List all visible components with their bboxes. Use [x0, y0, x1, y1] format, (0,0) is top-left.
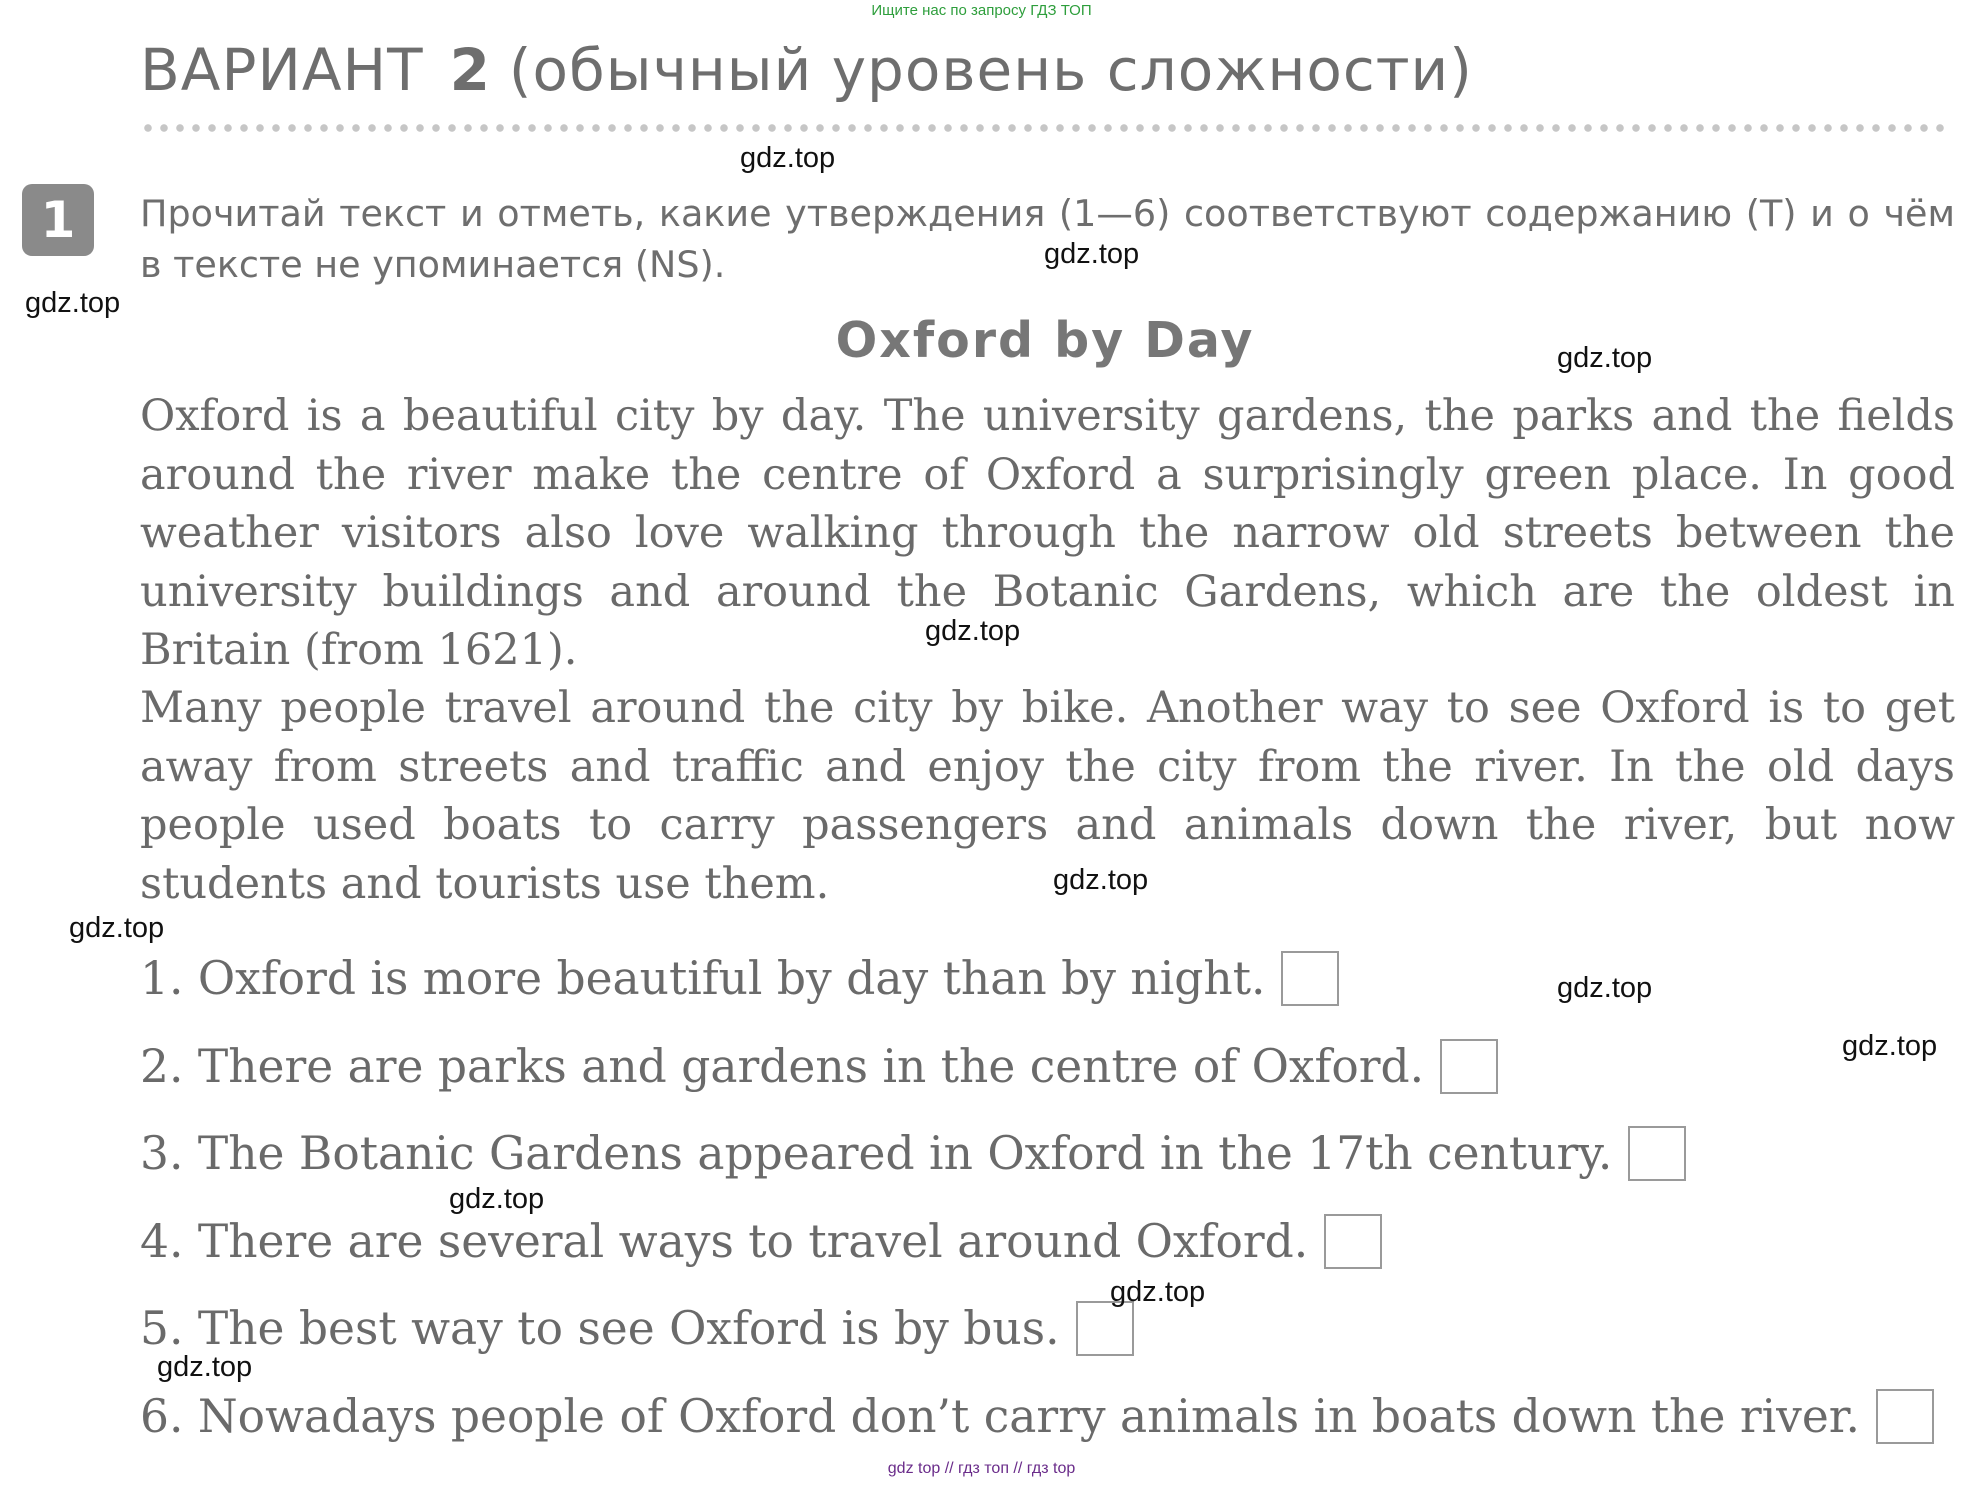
statement-text: 5. The best way to see Oxford is by bus. [140, 1302, 1060, 1355]
statement-text: 6. Nowadays people of Oxford don’t carry animals in boats down the river. [140, 1390, 1861, 1443]
task-instruction: Прочитай текст и отметь, какие утверждения (1—6) соответствуют содержанию (Т) и о чём в тексте не упоминается (NS). [140, 192, 1955, 286]
watermark: gdz.top [69, 912, 165, 944]
statement-item [140, 1389, 1934, 1444]
answer-checkbox[interactable] [1440, 1039, 1498, 1094]
statement-item [140, 1301, 1134, 1356]
answer-checkbox[interactable] [1324, 1214, 1382, 1269]
search-hint-link[interactable]: Ищите нас по запросу ГДЗ ТОП [871, 2, 1092, 19]
watermark: gdz.top [740, 142, 836, 174]
watermark: gdz.top [925, 615, 1021, 647]
statement-text: 4. There are several ways to travel around Oxford. [140, 1215, 1309, 1268]
text-paragraph: Many people travel around the city by bike. Another way to see Oxford is to get away from streets and traffic and enjoy the city from the river. In the old days people used boats to carry passengers and animals down the river, but now students and tourists use them. [140, 683, 1955, 909]
answer-checkbox[interactable] [1281, 951, 1339, 1006]
text-paragraph: Oxford is a beautiful city by day. The university gardens, the parks and the fields around the river make the centre of Oxford a surprisingly green place. In good weather visitors also love walking through the narrow old streets between the university buildings and around the Botanic Gardens, which are the oldest in Britain (from 1621). [140, 391, 1955, 675]
text-title: Oxford by Day [835, 312, 1255, 369]
watermark: gdz.top [1842, 1030, 1938, 1062]
watermark: gdz.top [449, 1183, 545, 1215]
statement-item [140, 1126, 1686, 1181]
watermark: gdz.top [1110, 1276, 1206, 1308]
watermark: gdz.top [1557, 342, 1653, 374]
variant-word: ВАРИАНТ [140, 36, 424, 104]
dotted-divider [140, 122, 1950, 134]
difficulty-level: (обычный уровень сложности) [508, 36, 1473, 104]
footer-link[interactable]: gdz top // гдз топ // гдз top [887, 1460, 1076, 1477]
watermark: gdz.top [1044, 238, 1140, 270]
watermark: gdz.top [157, 1351, 253, 1383]
statement-item [140, 1214, 1382, 1269]
statement-text: 2. There are parks and gardens in the centre of Oxford. [140, 1040, 1425, 1093]
variant-number: 2 [449, 36, 491, 104]
statement-item [140, 1039, 1498, 1094]
task-number-badge: 1 [22, 184, 94, 256]
watermark: gdz.top [1053, 864, 1149, 896]
statement-item [140, 951, 1339, 1006]
statement-text: 3. The Botanic Gardens appeared in Oxford in the 17th century. [140, 1127, 1613, 1180]
statement-text: 1. Oxford is more beautiful by day than by night. [140, 952, 1266, 1005]
watermark: gdz.top [1557, 972, 1653, 1004]
answer-checkbox[interactable] [1628, 1126, 1686, 1181]
variant-heading [140, 36, 1473, 104]
answer-checkbox[interactable] [1876, 1389, 1934, 1444]
watermark: gdz.top [25, 287, 121, 319]
answer-checkbox[interactable] [1076, 1301, 1134, 1356]
